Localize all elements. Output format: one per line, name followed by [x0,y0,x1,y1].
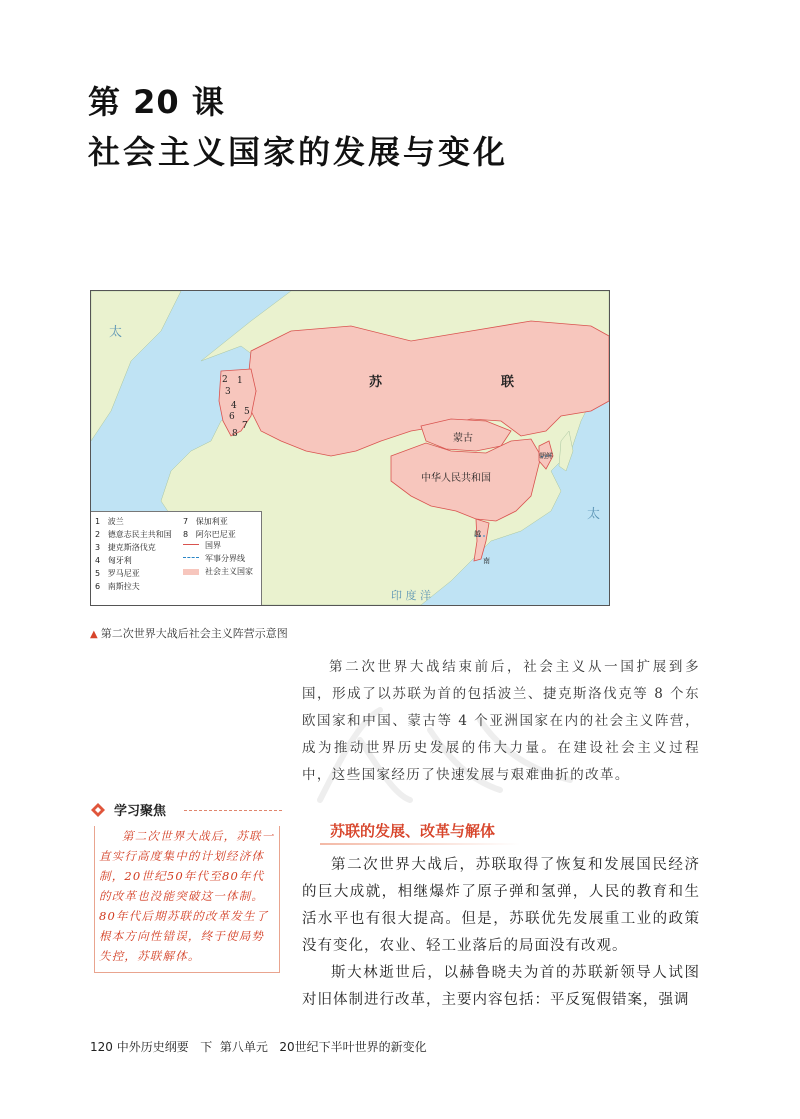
socialist-swatch [183,569,199,575]
focus-text: 第二次世界大战后，苏联一直实行高度集中的计划经济体制，20世纪50年代至80年代的改革也没能突破这一体制。80年代后期苏联的改革发生了根本方向性错误，终于使局势失控，苏联解体。 [94,826,280,973]
focus-divider [184,810,282,812]
map-number: 4 [231,401,237,411]
book-volume: 下 [200,1040,213,1054]
legend-border: 国界 [205,541,221,550]
legend-military: 军事分界线 [205,554,245,563]
map-number: 5 [244,407,250,417]
map-number: 7 [242,421,248,431]
legend-item: 7 保加利亚 [183,517,228,526]
map-caption [90,625,288,641]
military-line-swatch [183,557,199,558]
focus-diamond-icon [90,802,106,818]
map-label-vietnam-bottom: 南 [483,557,490,565]
north-america-land [91,291,181,441]
socialist-camp-map [90,290,610,606]
intro-paragraph: 第二次世界大战结束前后，社会主义从一国扩展到多国，形成了以苏联为首的包括波兰、捷克斯洛伐克等 8 个东欧国家和中国、蒙古等 4 个亚洲国家在内的社会主义阵营，成为推动世界历史发展的伟大力量。在建设社会主义过程中，这些国家经历了快速发展与艰难曲折的改革。 [302,659,700,783]
map-number: 8 [232,429,238,439]
section-paragraph-1: 第二次世界大战后，苏联取得了恢复和发展国民经济的巨大成就，相继爆炸了原子弹和氢弹，人民的教育和生活水平也有很大提高。但是，苏联优先发展重工业的政策没有变化，农业、轻工业落后的局面没有改观。 [302,857,700,954]
map-number: 1 [237,376,243,386]
legend-item: 1 波兰 [95,517,124,526]
unit-title: 20世纪下半叶世界的新变化 [279,1040,427,1054]
legend-item: 8 阿尔巴尼亚 [183,530,236,539]
legend-item: 3 捷克斯洛伐克 [95,543,156,552]
section-paragraph-2: 斯大林逝世后，以赫鲁晓夫为首的苏联新领导人试图对旧体制进行改革，主要内容包括：平反冤假错案，强调 [302,965,700,1008]
ocean-label-left: 太 [109,325,123,340]
map-label-korea: 朝鲜 [539,452,553,460]
legend-item: 5 罗马尼亚 [95,569,140,578]
legend-item: 4 匈牙利 [95,556,132,565]
map-number: 6 [229,412,235,422]
map-label-vietnam-top: 越 [474,530,481,538]
map-label-mongolia: 蒙古 [453,433,473,444]
map-number: 2 [222,375,228,385]
unit-label: 第八单元 [219,1040,268,1054]
map-number: 3 [225,387,231,397]
lesson-number-title: 第 20 课 [88,83,225,121]
page-number: 120 [90,1040,113,1054]
legend-item: 6 南斯拉夫 [95,582,140,591]
legend-item: 2 德意志民主共和国 [95,530,172,539]
map-label-ussr-right: 联 [501,375,515,390]
page-footer [90,1038,427,1055]
caption-triangle-icon: ▲ [90,629,98,640]
section-underline [320,843,520,845]
border-line-swatch [183,544,199,545]
map-legend [91,511,262,605]
caption-text: 第二次世界大战后社会主义阵营示意图 [100,627,288,640]
ocean-label-indian: 印 度 洋 [391,589,431,602]
section-body [302,852,700,1014]
focus-heading-text: 学习聚焦 [114,804,167,819]
section-heading: 苏联的发展、改革与解体 [330,822,496,840]
map-label-ussr-left: 苏 [369,375,383,390]
book-title: 中外历史纲要 [116,1040,189,1054]
focus-heading [90,800,166,819]
map-label-china: 中华人民共和国 [421,473,491,484]
ocean-label-right: 太 [587,507,601,522]
learning-focus-box [90,800,278,998]
lesson-title: 社会主义国家的发展与变化 [88,133,509,171]
legend-socialist: 社会主义国家 [205,567,253,576]
